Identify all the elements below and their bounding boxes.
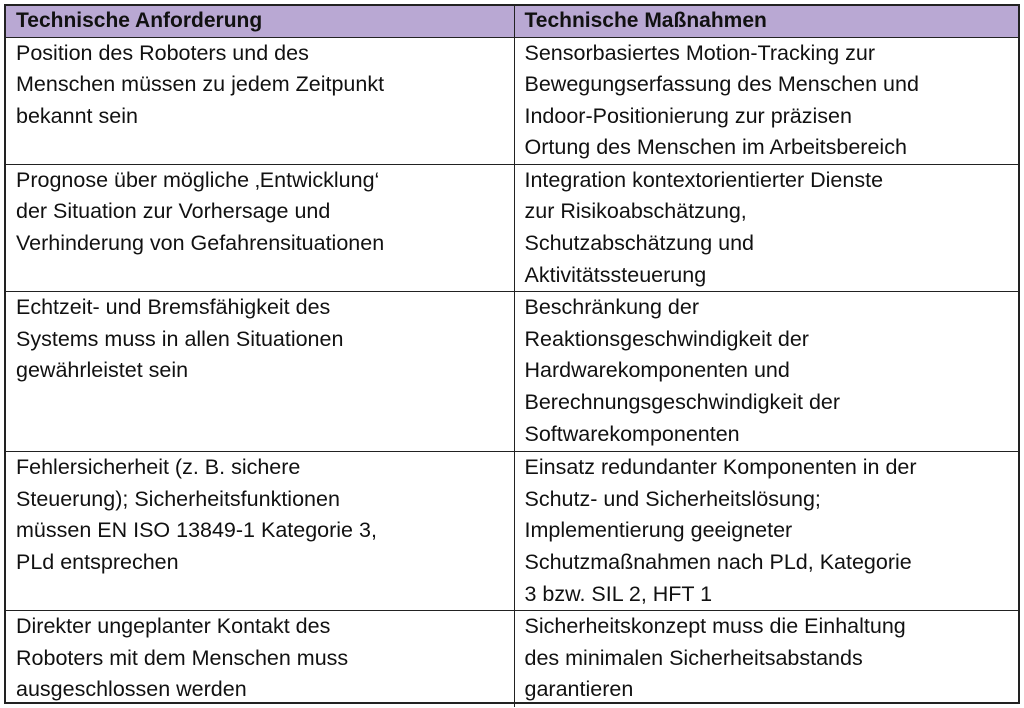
table-row [6,452,1018,611]
requirement-text: Fehlersicherheit (z. B. sichere Steuerung); Sicherheitsfunktionen müssen EN ISO 13849-1 Kategorie 3, PLd entsprechen [16,455,377,575]
requirement-text: Position des Roboters und des Menschen müssen zu jedem Zeitpunkt bekannt sein [16,40,385,128]
table-row [6,292,1018,452]
table-row [6,164,1018,291]
measure-cell [514,37,1018,164]
requirements-measures-table [6,6,1018,707]
header-technical-measures: Technische Maßnahmen [514,6,1018,37]
requirement-text: Echtzeit- und Bremsfähigkeit des Systems muss in allen Situationen gewährleistet sein [16,295,344,383]
requirement-cell [6,292,514,452]
requirement-cell [6,452,514,611]
header-technical-requirement: Technische Anforderung [6,6,514,37]
requirement-cell [6,164,514,291]
requirement-cell [6,611,514,707]
measure-cell [514,611,1018,707]
requirement-cell [6,37,514,164]
requirement-text: Direkter ungeplanter Kontakt des Roboters mit dem Menschen muss ausgeschlossen werden [16,614,349,702]
measure-cell [514,164,1018,291]
measure-text: Beschränkung der Reaktionsgeschwindigkeit der Hardwarekomponenten und Berechnungsgeschwindigkeit der Softwarekomponenten [524,295,841,446]
measure-cell [514,292,1018,452]
requirements-table [4,4,1020,704]
table-header-row [6,6,1018,37]
table-row [6,37,1018,164]
measure-text: Sensorbasiertes Motion-Tracking zur Bewegungserfassung des Menschen und Indoor-Positionierung zur präzisen Ortung des Menschen im Arbeitsbereich [524,40,919,160]
measure-text: Sicherheitskonzept muss die Einhaltung des minimalen Sicherheitsabstands garantieren [524,614,906,702]
measure-cell [514,452,1018,611]
table-row [6,611,1018,707]
measure-text: Integration kontextorientierter Dienste zur Risikoabschätzung, Schutzabschätzung und Aktivitätssteuerung [524,167,884,287]
measure-text: Einsatz redundanter Komponenten in der Schutz- und Sicherheitslösung; Implementierung geeigneter Schutzmaßnahmen nach PLd, Kategorie 3 bzw. SIL 2, HFT 1 [524,455,917,606]
requirement-text: Prognose über mögliche ‚Entwicklung‘ der Situation zur Vorhersage und Verhinderung von Gefahrensituationen [16,167,385,256]
